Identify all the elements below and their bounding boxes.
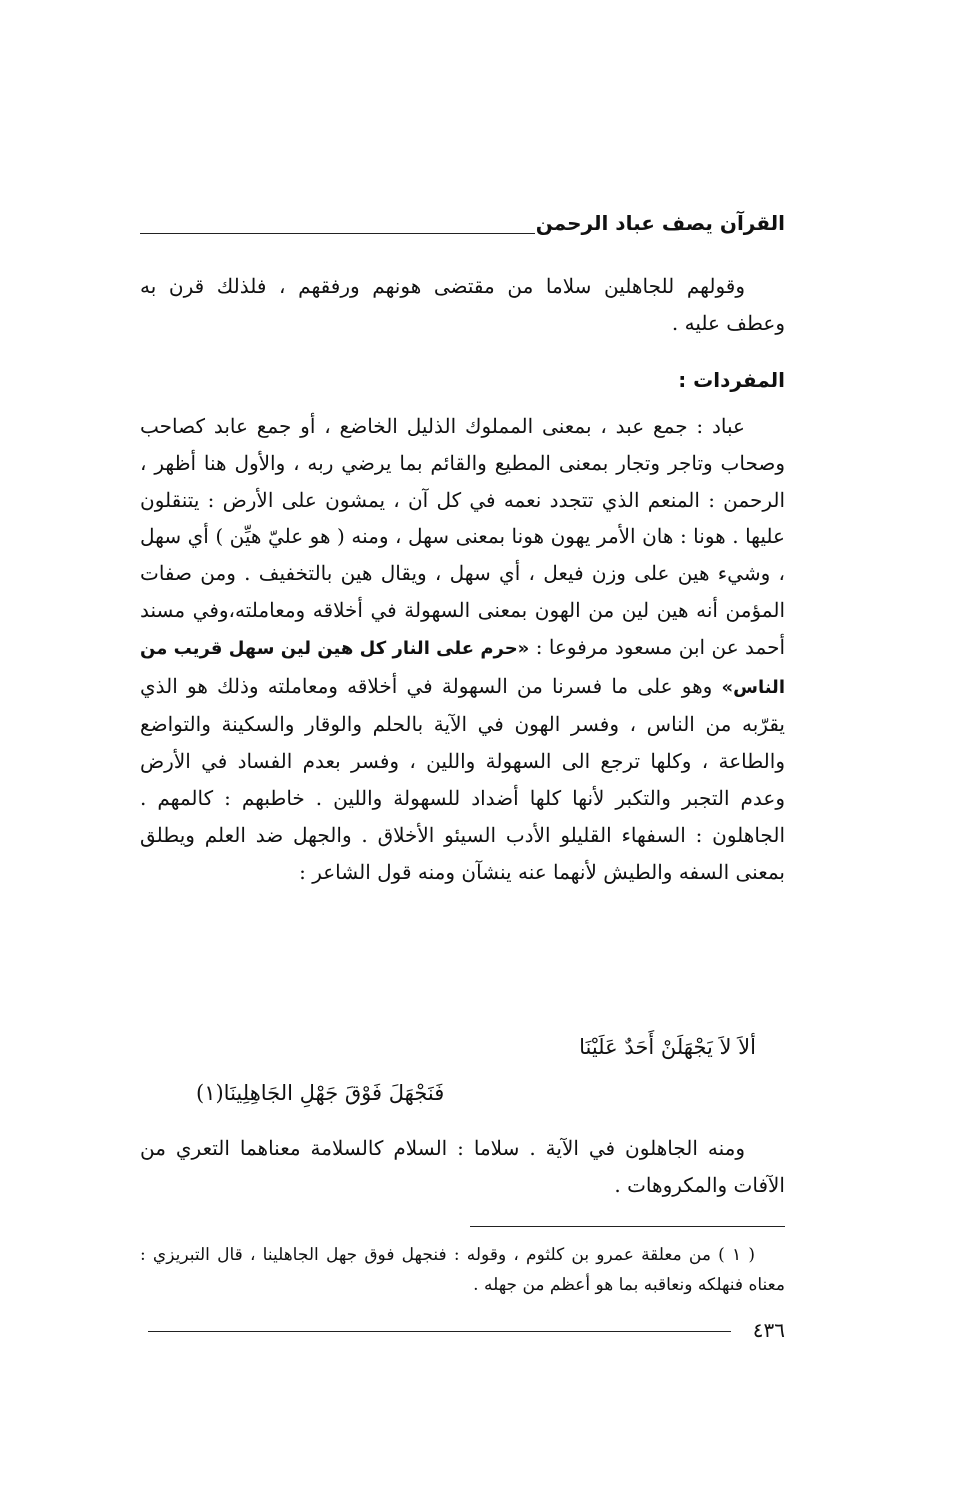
poem-verse-first-hemistich: ألاَ لاَ يَجْهَلَنْ أَحَدٌ عَلَيْنَا [579, 1035, 756, 1059]
vocabulary-paragraph [140, 408, 785, 890]
vocabulary-text [140, 408, 785, 890]
closing-paragraph [140, 1130, 785, 1204]
header-rule [140, 233, 535, 234]
intro-paragraph [140, 268, 785, 342]
footnote-rule [470, 1226, 785, 1227]
running-header [140, 208, 785, 248]
closing-text: ومنه الجاهلون في الآية . سلاما : السلام كالسلامة معناهما التعري من الآفات والمكروهات . [140, 1136, 785, 1197]
vocabulary-text-part2: وهو على ما فسرنا من السهولة في أخلاقه ومعاملته وذلك هو الذي يقرّبه من الناس ، وفسر الهون في الآية بالحلم والوقار والسكينة والتواضع والطاعة ، وكلها ترجع الى السهولة واللين ، وفسر بعدم الفساد في الأرض وعدم التجبر والتكبر لأنها كلها أضداد للسهولة واللين . خاطبهم : كالمهم . الجاهلون : السفهاء القليلو الأدب السيئو الأخلاق . والجهل ضد العلم ويطلق بمعنى السفه والطيش لأنهما عنه ينشآن ومنه قول الشاعر : [140, 673, 785, 884]
footnote-text: ( ١ ) من معلقة عمرو بن كلثوم ، وقوله : فنجهل فوق جهل الجاهلينا ، قال التبريزي : معناه فنهلكه ونعاقبه بما هو أعظم من جهله . [140, 1245, 785, 1295]
poem-verse-second-hemistich: فَنَجْهَلَ فَوْقَ جَهْلِ الجَاهِلِينَا(١) [196, 1081, 445, 1105]
page-footer [140, 1315, 785, 1347]
vocabulary-text-part1: عباد : جمع عبد ، بمعنى المملوك الذليل الخاضع ، أو جمع عابد كصاحب وصحاب وتاجر وتجار بمعنى المطيع والقائم بما يرضي ربه ، والأول هنا أظهر ، الرحمن : المنعم الذي تتجدد نعمه في كل آن ، يمشون على الأرض : يتنقلون عليها . هونا : هان الأمر يهون هونا بمعنى سهل ، ومنه ( هو عليّ هيِّن ) أي سهل ، وشيء هين على وزن فيعل ، أي سهل ، ويقال هين بالتخفيف . ومن صفات المؤمن أنه هين لين من الهون بمعنى السهولة في أخلاقه ومعاملته،وفي مسند أحمد عن ابن مسعود مرفوعا : [140, 414, 785, 659]
running-title: القرآن يصف عباد الرحمن [535, 211, 785, 235]
footnote [140, 1240, 785, 1300]
intro-text: وقولهم للجاهلين سلاما من مقتضى هونهم ورفقهم ، فلذلك قرن به وعطف عليه . [140, 274, 785, 335]
page-number: ٤٣٦ [752, 1318, 785, 1342]
section-heading: المفردات : [678, 368, 785, 392]
hadith-quote: «حرم على النار كل هين لين سهل قريب من الناس» [140, 637, 785, 698]
footer-rule [148, 1331, 731, 1332]
